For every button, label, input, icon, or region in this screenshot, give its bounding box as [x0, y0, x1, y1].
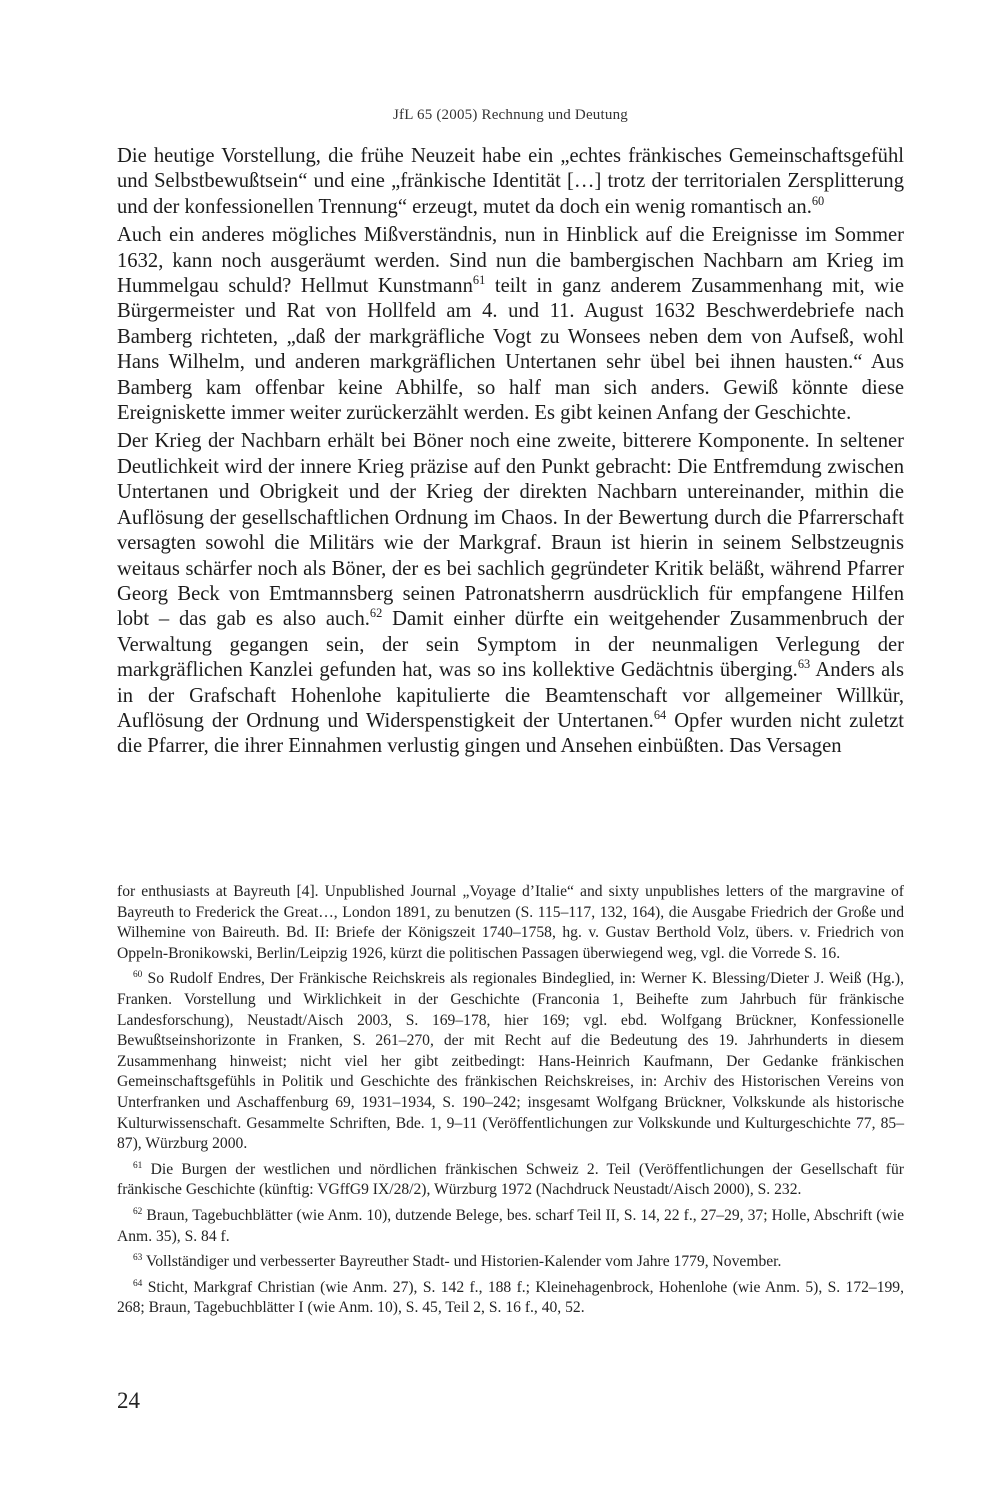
paragraph-text: Auch ein anderes mögliches Mißverständnis, nun in Hinblick auf die Ereignisse im Sommer 1632, kann noch ausgeräumt werden. Sind nun die bambergischen Nachbarn am Krieg im Hummelgau schuld? Hellmut Kunstmann [117, 224, 904, 298]
footnote-ref: 61 [472, 273, 486, 287]
paragraph-text: Die heutige Vorstellung, die frühe Neuzeit habe ein „echtes fränkisches Gemeinschaftsgefühl und Selbstbewußtsein“ und eine „fränkische Identität […] trotz der territorialen Zersplitterung und der konfessionellen Trennung“ erzeugt, mutet da doch ein wenig romantisch an. [117, 145, 904, 218]
footnote-63 [117, 1252, 904, 1273]
footnote-64 [117, 1278, 904, 1319]
footnote-text: Sticht, Markgraf Christian (wie Anm. 27), S. 142 f., 188 f.; Kleinehagenbrock, Hohenlohe (wie Anm. 5), S. 172–199, 268; Braun, Tagebuchblätter I (wie Anm. 10), S. 45, Teil 2, S. 16 f., 40, 52. [117, 1278, 904, 1317]
footnote-number: 62 [133, 1206, 143, 1217]
footnote-number: 63 [133, 1253, 143, 1264]
paragraph-text: Anders als in der Grafschaft Hohenlohe kapitulierte die Beamtenschaft vor allgemeiner Willkür, Auflösung der Ordnung und Widerspenstigkeit der Untertanen. [117, 659, 905, 732]
paragraph [117, 144, 904, 220]
footnote-number: 60 [133, 970, 143, 981]
footnote-number: 64 [133, 1278, 143, 1289]
document-page [117, 0, 904, 1505]
footnote-ref: 62 [369, 606, 383, 621]
paragraph-text: Der Krieg der Nachbarn erhält bei Böner noch eine zweite, bitterere Komponente. In seltener Deutlichkeit wird der innere Krieg präzise auf den Punkt gebracht: Die Entfremdung zwischen Untertanen und Obrigkeit und der Krieg der direkten Nachbarn untereinander, mithin die Auflösung der gesellschaftlichen Ordnung im Chaos. In der Bewertung durch die Pfarrerschaft versagten sowohl die Militärs wie der Markgraf. Braun ist hierin in seinem Selbstzeugnis weitaus schärfer noch als Böner, der es bei sachlich gegründeter Kritik beläßt, während Pfarrer Georg Beck von Emtmannsberg seinen Patronatsherrn ausdrücklich für empfangene Hilfen lobt – das gab es also auch. [117, 430, 904, 631]
page-number: 24 [117, 1388, 140, 1413]
paragraph-text: teilt in ganz anderem Zusammenhang mit, wie Bürgermeister und Rat von Hollfeld am 4. und 11. August 1632 Beschwerdebriefe nach Bamberg richteten, „daß der markgräfliche Vogt zu Wonsees neben dem von Aufseß, wohl Hans Wilhelm, und anderen markgräflichen Untertanen sehr übel bei ihnen hausten.“ Aus Bamberg kam offenbar keine Abhilfe, so half man sich anders. Gewiß könnte diese Ereigniskette immer weiter zurückerzählt werden. Es gibt keinen Anfang der Geschichte. [117, 275, 905, 425]
footnote-ref: 63 [797, 657, 811, 672]
paragraph-text: Damit einher dürfte ein weitgehender Zusammenbruch der Verwaltung gegangen sein, der sein Symptom in der neunmaligen Verlegung der markgräflichen Kanzlei gefunden hat, was so ins kollektive Gedächtnis überging. [117, 608, 904, 682]
footnote-text: Braun, Tagebuchblätter (wie Anm. 10), dutzende Belege, bes. scharf Teil II, S. 14, 22 f., 27–29, 37; Holle, Abschrift (wie Anm. 35), S. 84 f. [117, 1206, 904, 1245]
footnote-continuation: for enthusiasts at Bayreuth [4]. Unpublished Journal „Voyage d’Italie“ and sixty unpublishes letters of the margravine of Bayreuth to Frederick the Great…, London 1891, zu benutzen (S. 115–117, 132, 164), die Ausgabe Friedrich der Große und Wilhemine von Baireuth. Bd. II: Briefe der Königszeit 1740–1758, hg. v. Gustav Berthold Volz, übers. v. Friedrich von Oppeln-Bronikowski, Berlin/Leipzig 1926, kürzt die politischen Passagen überwiegend weg, vgl. die Vorrede S. 16. [117, 883, 904, 962]
footnote-60 [117, 969, 904, 1154]
footnote-text: Vollständiger und verbesserter Bayreuther Stadt- und Historien-Kalender vom Jahre 1779, November. [142, 1253, 782, 1271]
body-text [117, 144, 904, 763]
footnote-text: So Rudolf Endres, Der Fränkische Reichskreis als regionales Bindeglied, in: Werner K. Blessing/Dieter J. Weiß (Hg.), Franken. Vorstellung und Wirklichkeit in der Geschichte (Franconia 1, Beihefte zum Jahrbuch für fränkische Landesforschung), Neustadt/Aisch 2003, S. 169–178, hier 169; vgl. ebd. Wolfgang Brückner, Konfessionelle Bewußtseinshorizonte in Franken, S. 261–270, der mit Recht auf die Bedeutung des 19. Jahrhunderts in diesem Zusammenhang hinweist; nicht viel her gibt zeitbedingt: Hans-Heinrich Kaufmann, Der Gedanke fränkischen Gemeinschaftsgefühls in Politik und Geschichte des fränkischen Reichskreises, in: Archiv des Historischen Vereins von Unterfranken und Aschaffenburg 69, 1931–1934, S. 190–242; insgesamt Wolfgang Brückner, Volkskunde als historische Kulturwissenschaft. Gesammelte Schriften, Bde. 1, 9–11 (Veröffentlichungen zur Volkskunde und Kulturgeschichte 77, 85–87), Würzburg 2000. [117, 970, 904, 1153]
footnote-text: Die Burgen der westlichen und nördlichen fränkischen Schweiz 2. Teil (Veröffentlichungen der Gesellschaft für fränkische Geschichte (künftig: VGffG9 IX/28/2), Würzburg 1972 (Nachdruck Neustadt/Aisch 2000), S. 232. [117, 1160, 904, 1199]
footnote-ref: 60 [811, 193, 825, 208]
paragraph [117, 223, 904, 426]
footnote-ref: 64 [653, 707, 667, 722]
footnote-number: 61 [133, 1160, 143, 1171]
footnote-62 [117, 1206, 904, 1247]
footnote-61 [117, 1160, 904, 1201]
paragraph [117, 429, 904, 759]
running-head: JfL 65 (2005) Rechnung und Deutung [393, 107, 628, 123]
paragraph-text: Opfer wurden nicht zuletzt die Pfarrer, die ihrer Einnahmen verlustig gingen und Ansehen einbüßten. Das Versagen [117, 709, 904, 758]
footnotes [117, 882, 904, 1324]
